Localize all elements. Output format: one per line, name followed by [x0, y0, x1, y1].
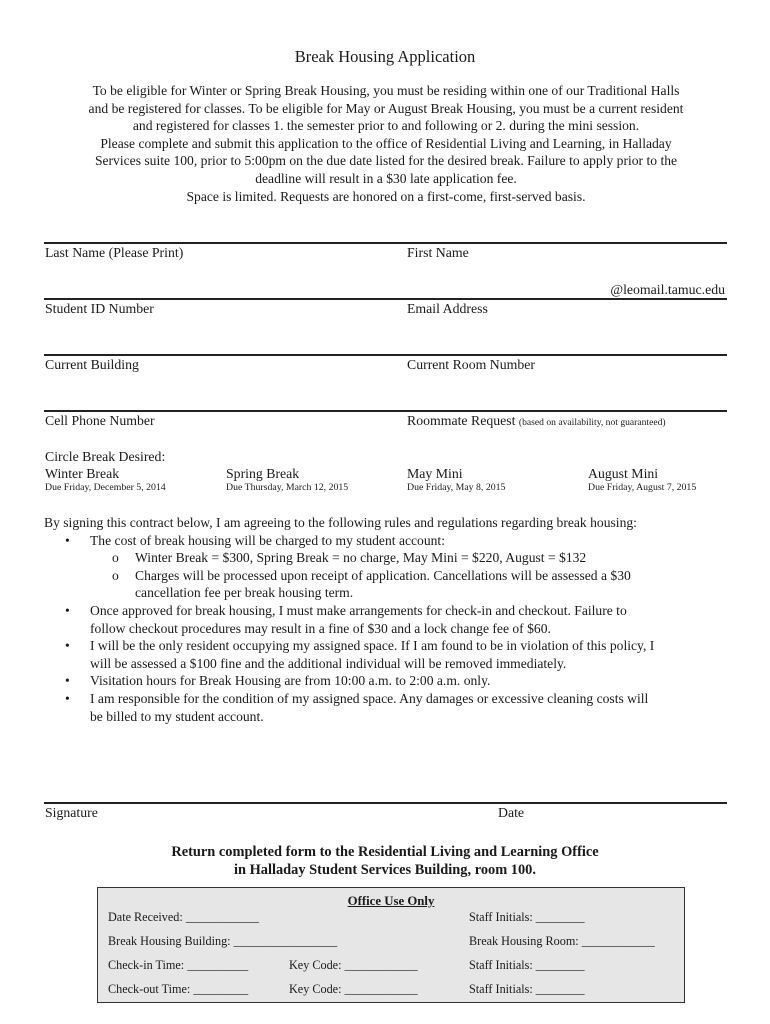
field-divider: [44, 410, 727, 412]
break-due-date: Due Friday, August 7, 2015: [588, 482, 697, 493]
check-in-time-field: Check-in Time: __________: [108, 958, 249, 972]
field-divider: [44, 242, 727, 244]
break-due-date: Due Thursday, March 12, 2015: [226, 482, 349, 493]
rule-line: I am responsible for the condition of my assigned space. Any damages or excessive cleaning costs will: [90, 690, 649, 706]
rule-line: Once approved for break housing, I must make arrangements for check-in and checkout. Failure to: [90, 602, 627, 618]
break-due-date: Due Friday, May 8, 2015: [407, 482, 506, 493]
sub-bullet-icon: o: [112, 567, 119, 583]
rule-item: [44, 637, 734, 672]
key-code-field: Key Code: ____________: [289, 958, 418, 972]
rule-item: [44, 690, 734, 725]
break-option-august[interactable]: [588, 466, 696, 493]
signature-field[interactable]: Signature: [45, 805, 98, 820]
signature-line: [44, 802, 727, 804]
staff-initials-field: Staff Initials: ________: [469, 958, 585, 972]
staff-initials-field: Staff Initials: ________: [469, 982, 585, 996]
intro-line: Services suite 100, prior to 5:00pm on the due date listed for the desired break. Failure to apply prior to the: [94, 153, 678, 169]
bullet-icon: •: [65, 602, 70, 618]
field-divider: [44, 354, 727, 356]
return-line: in Halladay Student Services Building, room 100.: [234, 862, 536, 878]
intro-line: and registered for classes 1. the semester prior to and following or 2. during the mini session.: [132, 118, 640, 134]
rule-line: Charges will be processed upon receipt of application. Cancellations will be assessed a $30: [135, 567, 631, 583]
rule-item: [44, 672, 734, 690]
current-room-field[interactable]: Current Room Number: [407, 357, 535, 372]
page-title: Break Housing Application: [294, 47, 476, 66]
intro-line: Space is limited. Requests are honored on a first-come, first-served basis.: [186, 188, 586, 204]
bullet-icon: •: [65, 690, 70, 706]
rules-section: [44, 514, 734, 725]
rule-line: follow checkout procedures may result in a fine of $30 and a lock change fee of $60.: [90, 620, 551, 636]
break-option-spring[interactable]: [226, 466, 348, 493]
break-option-winter[interactable]: [45, 466, 166, 493]
current-building-field[interactable]: Current Building: [45, 357, 139, 372]
roommate-request-field[interactable]: [407, 413, 666, 429]
break-name: August Mini: [588, 466, 659, 481]
key-code-field: Key Code: ____________: [289, 982, 418, 996]
intro-paragraph: [40, 82, 732, 205]
bullet-icon: •: [65, 673, 70, 689]
cell-phone-field[interactable]: Cell Phone Number: [45, 413, 155, 428]
return-line: Return completed form to the Residential Living and Learning Office: [171, 844, 599, 860]
rule-line: I will be the only resident occupying my assigned space. If I am found to be in violation of this policy, I: [90, 638, 655, 654]
email-field[interactable]: Email Address: [407, 301, 488, 316]
break-housing-room-field: Break Housing Room: ____________: [469, 934, 655, 948]
date-field[interactable]: Date: [498, 805, 525, 820]
bullet-icon: •: [65, 638, 70, 654]
rule-line: will be assessed a $100 fine and the additional individual will be removed immediately.: [90, 655, 567, 671]
rules-intro: By signing this contract below, I am agreeing to the following rules and regulations regarding break housing:: [44, 515, 637, 530]
email-domain-suffix: @leomail.tamuc.edu: [610, 282, 725, 297]
rule-subitem: [90, 549, 734, 567]
break-heading: Circle Break Desired:: [45, 449, 166, 464]
office-use-box: [97, 887, 685, 1003]
rule-item: [44, 602, 734, 637]
rule-line: The cost of break housing will be charged to my student account:: [90, 532, 445, 548]
intro-line: Please complete and submit this application to the office of Residential Living and Learning, in Halladay: [100, 135, 672, 151]
check-out-time-field: Check-out Time: _________: [108, 982, 249, 996]
rule-line: Visitation hours for Break Housing are from 10:00 a.m. to 2:00 a.m. only.: [90, 673, 491, 689]
first-name-field[interactable]: First Name: [407, 245, 469, 260]
intro-line: deadline will result in a $30 late application fee.: [255, 170, 517, 186]
return-instructions: [0, 843, 770, 879]
break-housing-building-field: Break Housing Building: _________________: [108, 934, 338, 948]
staff-initials-field: Staff Initials: ________: [469, 910, 585, 924]
field-divider: [44, 298, 727, 300]
bullet-icon: •: [65, 532, 70, 548]
office-use-heading: Office Use Only: [347, 894, 435, 908]
intro-line: and be registered for classes. To be eligible for May or August Break Housing, you must be a current resident: [88, 100, 684, 116]
rules-list: [44, 532, 734, 726]
last-name-field[interactable]: Last Name (Please Print): [45, 245, 184, 260]
rule-subitem: [90, 567, 734, 602]
break-due-date: Due Friday, December 5, 2014: [45, 482, 166, 493]
roommate-request-note: (based on availability, not guaranteed): [518, 417, 666, 428]
rule-item: [44, 532, 734, 602]
rule-line: Winter Break = $300, Spring Break = no charge, May Mini = $220, August = $132: [135, 550, 587, 566]
student-id-field[interactable]: Student ID Number: [45, 301, 154, 316]
rule-line: cancellation fee per break housing term.: [135, 585, 354, 601]
break-name: Spring Break: [226, 466, 300, 481]
roommate-request-label: Roommate Request: [407, 413, 516, 428]
date-received-field: Date Received: ____________: [108, 910, 259, 924]
intro-line: To be eligible for Winter or Spring Break Housing, you must be residing within one of our Traditional Halls: [92, 83, 680, 98]
rule-sublist: [90, 549, 734, 602]
break-name: May Mini: [407, 466, 463, 481]
rule-line: be billed to my student account.: [90, 708, 264, 724]
break-name: Winter Break: [45, 466, 120, 481]
sub-bullet-icon: o: [112, 550, 119, 566]
break-option-may[interactable]: [407, 466, 505, 493]
